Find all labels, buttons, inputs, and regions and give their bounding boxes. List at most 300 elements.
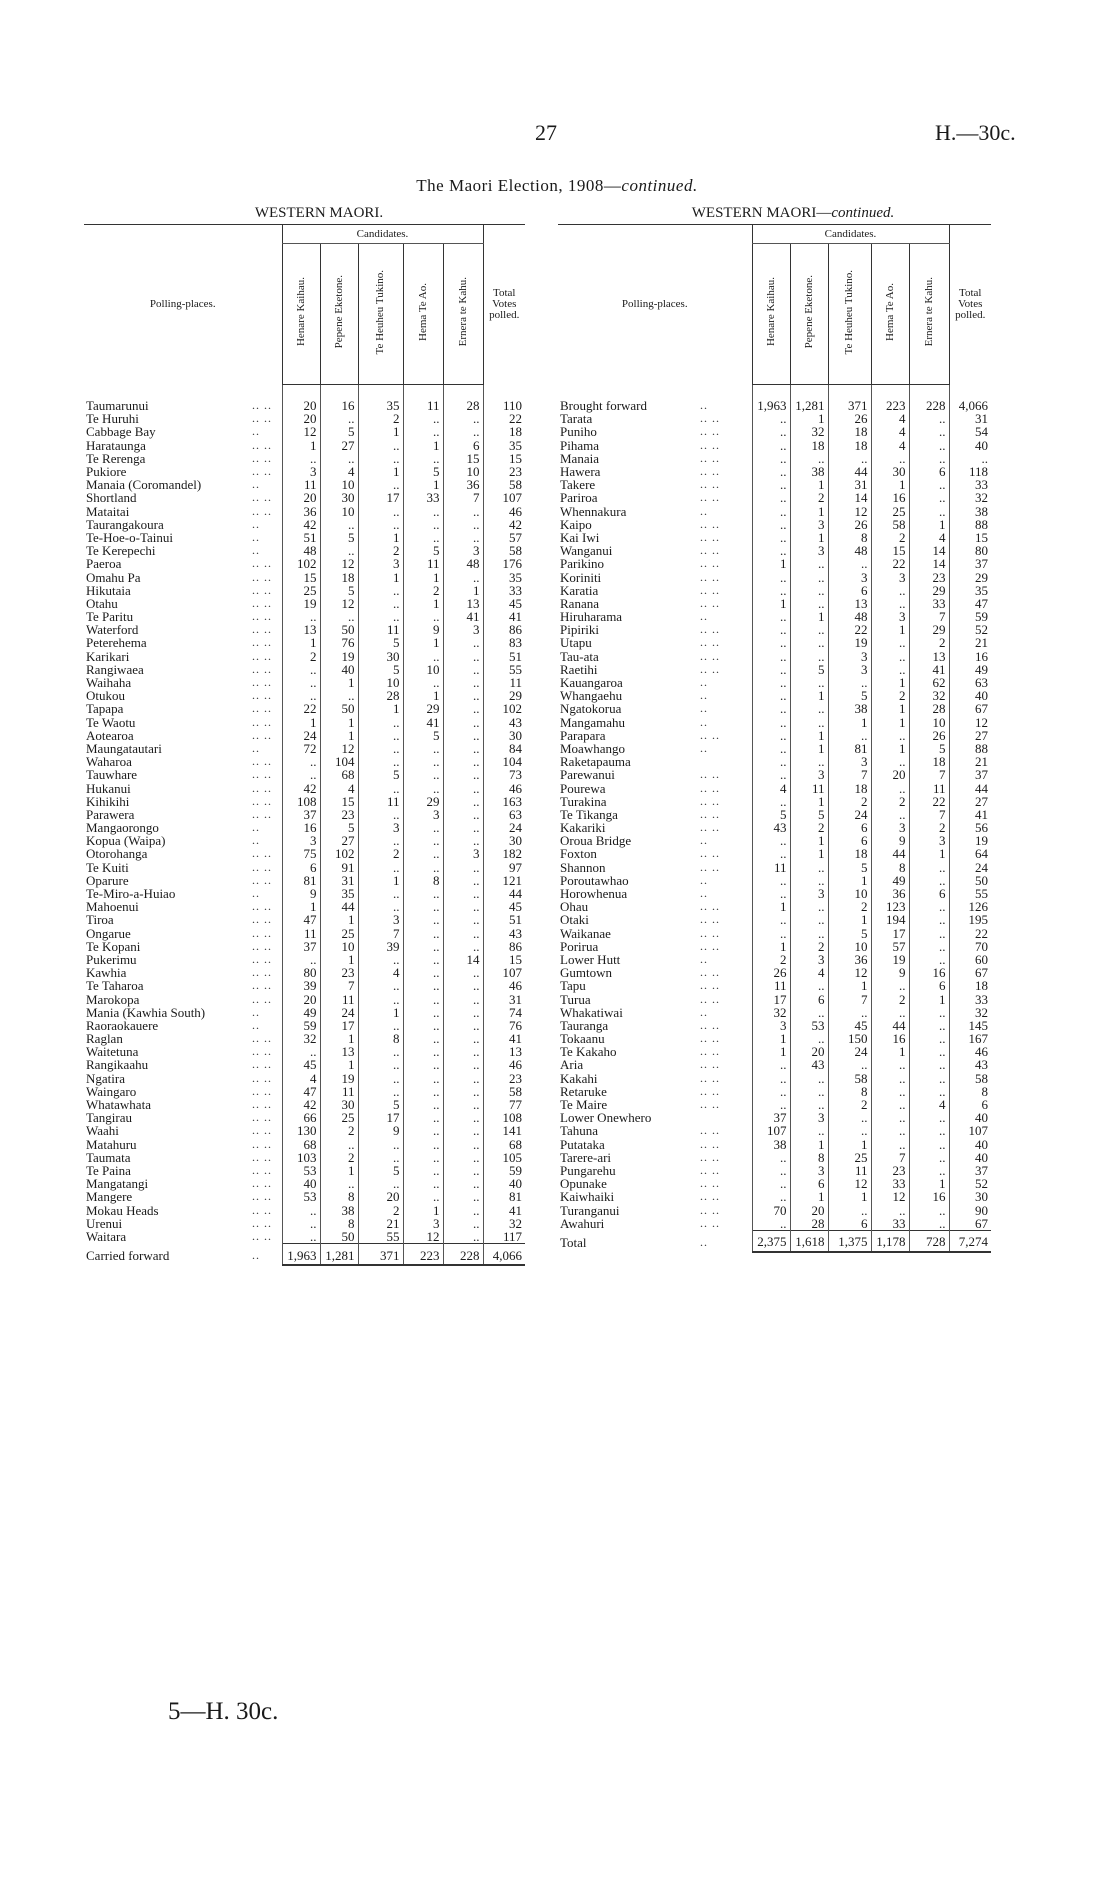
candidate-votes-cell: ..	[828, 1124, 871, 1137]
candidate-votes-cell: ..	[909, 412, 949, 425]
candidate-votes-cell: 31	[320, 874, 358, 887]
table-row	[558, 452, 991, 465]
polling-place-name: Otahu	[86, 595, 118, 611]
candidate-votes-cell: 58	[828, 1072, 871, 1085]
candidate-votes-cell: ..	[403, 1151, 443, 1164]
page-title	[0, 176, 1114, 196]
candidate-votes-cell: ..	[752, 742, 790, 755]
total-votes-cell: 45	[483, 597, 525, 610]
polling-place-name: Aotearoa	[86, 727, 134, 743]
total-votes-cell: 77	[483, 1098, 525, 1111]
candidate-votes-cell: 81	[282, 874, 320, 887]
candidate-votes-cell: ..	[871, 663, 909, 676]
table-row	[558, 1045, 991, 1058]
candidate-votes-cell: 5	[320, 821, 358, 834]
candidate-votes-cell: ..	[752, 927, 790, 940]
candidate-votes-cell: ..	[282, 768, 320, 781]
table-row	[84, 940, 525, 953]
table-row	[84, 821, 525, 834]
polling-place-name: Te Kerepechi	[86, 543, 156, 559]
polling-place-name: Mania (Kawhia South)	[86, 1004, 206, 1020]
candidate-votes-cell: 5	[403, 465, 443, 478]
polling-place-name: Retaruke	[560, 1083, 607, 1099]
polling-place-name: Ohau	[560, 899, 589, 915]
spacer-cell	[84, 385, 252, 400]
candidate-votes-cell: 6	[828, 834, 871, 847]
candidate-votes-cell: 10	[320, 505, 358, 518]
polling-place-name: Opunake	[560, 1176, 607, 1192]
table-row	[558, 1098, 991, 1111]
total-votes-cell: 57	[483, 531, 525, 544]
candidate-votes-cell: 18	[828, 781, 871, 794]
candidate-votes-cell: ..	[752, 729, 790, 742]
table-row	[84, 755, 525, 768]
candidate-votes-cell: 10	[358, 676, 403, 689]
polling-place-name: Te Kopani	[86, 938, 141, 954]
candidate-votes-cell: ..	[871, 1058, 909, 1071]
candidate-votes-cell: ..	[909, 1151, 949, 1164]
candidate-votes-cell: 3	[790, 1111, 828, 1124]
leader-dots: .. ..	[700, 490, 720, 505]
candidate-votes-cell: ..	[443, 795, 483, 808]
candidate-votes-cell: 38	[790, 465, 828, 478]
candidate-votes-cell: ..	[443, 729, 483, 742]
table-row	[84, 597, 525, 610]
candidate-votes-cell: ..	[443, 768, 483, 781]
table-row	[558, 847, 991, 860]
candidate-votes-cell: 30	[320, 491, 358, 504]
candidate-votes-cell: ..	[909, 1045, 949, 1058]
polling-place-name: Turua	[560, 991, 591, 1007]
leader-dots: .. ..	[252, 767, 272, 782]
leader-dots: .. ..	[700, 1083, 720, 1098]
candidate-votes-cell: 1	[320, 676, 358, 689]
candidate-votes-cell: ..	[403, 650, 443, 663]
candidate-votes-cell: ..	[871, 808, 909, 821]
total-votes-cell: 15	[483, 953, 525, 966]
candidate-votes-cell: ..	[403, 1019, 443, 1032]
total-votes-cell: 31	[483, 992, 525, 1005]
candidate-votes-cell: 30	[358, 650, 403, 663]
candidate-votes-cell: ..	[403, 1138, 443, 1151]
total-votes-cell: 105	[483, 1151, 525, 1164]
candidate-votes-cell: ..	[752, 663, 790, 676]
candidate-votes-cell: 7	[443, 491, 483, 504]
candidate-votes-cell: 24	[320, 1006, 358, 1019]
candidate-votes-cell: ..	[790, 1098, 828, 1111]
spacer-cell	[483, 385, 525, 400]
table-row	[558, 821, 991, 834]
candidate-votes-cell: 1	[320, 913, 358, 926]
candidate-votes-cell: ..	[403, 847, 443, 860]
total-votes-cell: 195	[949, 913, 991, 926]
candidate-votes-cell: 3	[790, 768, 828, 781]
candidate-votes-cell: 1,963	[282, 1244, 320, 1266]
candidate-votes-cell: ..	[403, 1058, 443, 1071]
candidate-votes-cell: 23	[320, 966, 358, 979]
candidate-votes-cell: ..	[871, 1124, 909, 1137]
title-main: The Maori Election, 1908—	[416, 176, 622, 195]
candidate-votes-cell: ..	[752, 1072, 790, 1085]
table-row	[558, 979, 991, 992]
total-votes-cell: 35	[949, 584, 991, 597]
leader-dots: ..	[252, 543, 260, 558]
candidate-votes-cell: ..	[403, 821, 443, 834]
candidate-votes-cell: 14	[909, 544, 949, 557]
candidate-votes-cell: 13	[320, 1045, 358, 1058]
candidate-votes-cell: 11	[752, 979, 790, 992]
candidate-votes-cell: ..	[909, 452, 949, 465]
candidate-votes-cell: ..	[443, 1032, 483, 1045]
candidate-votes-cell: 2	[282, 650, 320, 663]
total-votes-cell: 67	[949, 966, 991, 979]
table-row	[558, 1203, 991, 1216]
candidate-votes-cell: 1	[752, 1032, 790, 1045]
candidate-votes-cell: 32	[752, 1006, 790, 1019]
polling-place-name: Waihaha	[86, 675, 132, 691]
candidate-votes-cell: 12	[282, 425, 320, 438]
candidate-votes-cell: ..	[752, 531, 790, 544]
candidate-votes-cell: ..	[443, 979, 483, 992]
leader-dots: .. ..	[700, 635, 720, 650]
candidate-votes-cell: 371	[828, 399, 871, 412]
leader-dots: .. ..	[252, 503, 272, 518]
leader-dots: .. ..	[252, 806, 272, 821]
leader-dots: .. ..	[252, 1229, 272, 1244]
candidate-votes-cell: 3	[790, 887, 828, 900]
polling-place-name: Parawera	[86, 806, 135, 822]
leader-dots: ..	[700, 740, 708, 755]
leader-dots: ..	[252, 477, 260, 492]
leader-dots: .. ..	[252, 1162, 272, 1177]
total-votes-cell: 63	[483, 808, 525, 821]
candidate-votes-cell: ..	[909, 505, 949, 518]
candidate-votes-cell: 29	[403, 795, 443, 808]
leader-dots: .. ..	[700, 780, 720, 795]
leader-dots: ..	[700, 503, 708, 518]
total-votes-cell: 84	[483, 742, 525, 755]
total-votes-cell: 30	[949, 1190, 991, 1203]
candidate-votes-cell: ..	[871, 1203, 909, 1216]
candidate-votes-cell: ..	[790, 900, 828, 913]
candidate-votes-cell: 50	[320, 702, 358, 715]
candidate-votes-cell: 1	[790, 412, 828, 425]
candidate-votes-cell: 123	[871, 900, 909, 913]
candidate-votes-cell: ..	[790, 623, 828, 636]
candidate-votes-cell: 6	[282, 861, 320, 874]
polling-place-name: Hukanui	[86, 780, 131, 796]
candidate-votes-cell: ..	[403, 755, 443, 768]
polling-place-name: Taumata	[86, 1149, 131, 1165]
table-row	[558, 702, 991, 715]
candidate-votes-cell: 1	[909, 992, 949, 1005]
candidate-votes-cell: 1	[828, 1190, 871, 1203]
leader-dots: .. ..	[700, 793, 720, 808]
candidate-votes-cell: ..	[358, 1019, 403, 1032]
candidate-votes-cell: ..	[790, 702, 828, 715]
leader-dots: .. ..	[700, 648, 720, 663]
candidate-votes-cell: 1	[871, 742, 909, 755]
total-votes-cell: 51	[483, 650, 525, 663]
polling-place-name: Tarata	[560, 411, 593, 427]
candidate-votes-cell: ..	[358, 716, 403, 729]
total-votes-cell: 35	[483, 439, 525, 452]
candidate-votes-cell: 25	[320, 927, 358, 940]
candidate-votes-cell: 24	[282, 729, 320, 742]
table-row	[558, 953, 991, 966]
total-votes-cell: 46	[483, 979, 525, 992]
leader-dots: .. ..	[252, 780, 272, 795]
total-votes-cell: 15	[949, 531, 991, 544]
candidate-votes-cell: 1	[403, 439, 443, 452]
polling-place-name: Parikino	[560, 556, 605, 572]
candidate-votes-cell: 10	[909, 716, 949, 729]
candidate-votes-cell: 11	[403, 399, 443, 412]
total-votes-cell: 22	[483, 412, 525, 425]
candidate-votes-cell: 17	[871, 927, 909, 940]
total-votes-cell: 18	[949, 979, 991, 992]
polling-place-name: Karatia	[560, 582, 599, 598]
candidate-votes-cell: ..	[403, 1045, 443, 1058]
candidate-votes-cell: ..	[282, 953, 320, 966]
candidate-votes-cell: 36	[828, 953, 871, 966]
candidate-votes-cell: 12	[320, 557, 358, 570]
candidate-votes-cell: 59	[282, 1019, 320, 1032]
leader-dots: .. ..	[252, 965, 272, 980]
candidate-votes-cell: ..	[403, 1111, 443, 1124]
table-row	[84, 452, 525, 465]
table-row	[558, 966, 991, 979]
polling-place-name: Tapapa	[86, 701, 124, 717]
total-votes-cell: 8	[949, 1085, 991, 1098]
spacer-cell	[909, 385, 949, 400]
total-votes-cell: 163	[483, 795, 525, 808]
table-row	[84, 584, 525, 597]
table-row	[558, 425, 991, 438]
candidate-votes-cell: ..	[909, 1138, 949, 1151]
table-row	[558, 412, 991, 425]
table-row	[84, 913, 525, 926]
total-votes-cell: 33	[483, 584, 525, 597]
candidate-votes-cell: 10	[403, 663, 443, 676]
table-row	[84, 676, 525, 689]
total-votes-cell: 23	[483, 465, 525, 478]
total-votes-cell: 4,066	[949, 399, 991, 412]
candidate-votes-cell: 16	[871, 1032, 909, 1045]
polling-place-name: Waingaro	[86, 1083, 137, 1099]
candidate-votes-cell: 33	[403, 491, 443, 504]
candidate-votes-cell: 19	[871, 953, 909, 966]
total-votes-cell: 41	[483, 1203, 525, 1216]
total-votes-cell: 81	[483, 1190, 525, 1203]
table-row	[84, 1190, 525, 1203]
total-votes-cell: 11	[483, 676, 525, 689]
candidate-votes-cell: 53	[790, 1019, 828, 1032]
candidate-votes-cell: 22	[282, 702, 320, 715]
candidate-votes-cell: ..	[871, 636, 909, 649]
candidate-votes-cell: 47	[282, 913, 320, 926]
leader-dots: .. ..	[700, 938, 720, 953]
polling-place-name: Pukiore	[86, 464, 127, 480]
total-votes-cell: 52	[949, 1177, 991, 1190]
candidate-votes-cell: 11	[282, 478, 320, 491]
table-row	[558, 1058, 991, 1071]
polling-place-name: Ongarue	[86, 925, 131, 941]
candidate-votes-cell: ..	[828, 1111, 871, 1124]
candidate-header: Hema Te Ao.	[871, 244, 909, 385]
candidate-votes-cell: ..	[752, 1190, 790, 1203]
candidate-votes-cell: 1	[790, 505, 828, 518]
total-votes-cell: 27	[949, 729, 991, 742]
candidate-votes-cell: 14	[828, 491, 871, 504]
candidate-votes-cell: 6	[828, 584, 871, 597]
candidate-votes-cell: ..	[358, 992, 403, 1005]
total-votes-cell: 32	[949, 1006, 991, 1019]
candidate-votes-cell: 3	[790, 1164, 828, 1177]
candidate-votes-cell: 3	[358, 557, 403, 570]
leader-dots: ..	[700, 701, 708, 716]
candidate-votes-cell: ..	[443, 874, 483, 887]
candidate-votes-cell: 2	[358, 1203, 403, 1216]
candidate-votes-cell: 2	[790, 940, 828, 953]
candidate-votes-cell: 15	[443, 452, 483, 465]
candidate-votes-cell: 62	[909, 676, 949, 689]
candidate-votes-cell: ..	[871, 755, 909, 768]
polling-place-name: Lower Hutt	[560, 951, 621, 967]
leader-dots: .. ..	[700, 1057, 720, 1072]
leader-dots	[700, 755, 752, 768]
candidate-votes-cell: 1,178	[871, 1230, 909, 1252]
candidate-votes-cell: ..	[320, 518, 358, 531]
candidate-votes-cell: 1	[358, 465, 403, 478]
candidate-votes-cell: 26	[828, 412, 871, 425]
total-votes-cell: 35	[483, 570, 525, 583]
candidate-votes-cell: 1	[909, 847, 949, 860]
total-votes-cell: 46	[483, 1058, 525, 1071]
table-row	[558, 1111, 991, 1124]
candidate-votes-cell: 30	[320, 1098, 358, 1111]
candidate-votes-cell: 27	[320, 834, 358, 847]
candidate-votes-cell: ..	[790, 636, 828, 649]
table-row	[84, 979, 525, 992]
table-row	[558, 505, 991, 518]
candidate-votes-cell: ..	[320, 452, 358, 465]
candidate-votes-cell: ..	[752, 1177, 790, 1190]
candidate-votes-cell: 104	[320, 755, 358, 768]
candidate-votes-cell: 1	[790, 1190, 828, 1203]
candidate-votes-cell: ..	[871, 979, 909, 992]
total-votes-cell: 4,066	[483, 1244, 525, 1266]
candidate-votes-cell: 48	[443, 557, 483, 570]
table-row	[84, 557, 525, 570]
polling-place-name: Tarere-ari	[560, 1149, 612, 1165]
leader-dots: ..	[700, 1234, 708, 1249]
candidate-votes-cell: 68	[282, 1138, 320, 1151]
candidate-votes-cell: ..	[282, 663, 320, 676]
polling-place-name: Taurangakoura	[86, 516, 164, 532]
total-votes-header: Total Votes polled.	[483, 225, 525, 385]
candidate-votes-cell: 1	[871, 702, 909, 715]
candidate-header: Ernera te Kahu.	[909, 244, 949, 385]
candidate-votes-cell: 5	[403, 729, 443, 742]
table-row	[84, 861, 525, 874]
candidate-votes-cell: 66	[282, 1111, 320, 1124]
candidate-votes-cell: 3	[443, 623, 483, 636]
polling-place-name: Raglan	[86, 1031, 123, 1047]
polling-place-name: Horowhenua	[560, 886, 628, 902]
candidate-votes-cell: 36	[871, 887, 909, 900]
candidate-votes-cell: ..	[871, 1006, 909, 1019]
candidate-votes-cell: ..	[752, 702, 790, 715]
polling-place-name: Tauranga	[560, 1017, 609, 1033]
candidate-votes-cell: 10	[320, 940, 358, 953]
total-votes-cell: 24	[949, 861, 991, 874]
candidate-votes-cell: 22	[871, 557, 909, 570]
candidate-votes-cell: 29	[909, 584, 949, 597]
candidate-votes-cell: 32	[790, 425, 828, 438]
candidate-votes-cell: 1	[403, 597, 443, 610]
leader-dots: ..	[700, 886, 708, 901]
candidate-votes-cell: ..	[443, 505, 483, 518]
polling-place-name: Paeroa	[86, 556, 122, 572]
polling-place-name: Wanganui	[560, 543, 613, 559]
candidate-votes-cell: 16	[871, 491, 909, 504]
candidate-votes-cell: 19	[282, 597, 320, 610]
table-row	[558, 992, 991, 1005]
candidate-votes-cell: ..	[403, 1032, 443, 1045]
candidate-votes-cell: 5	[828, 927, 871, 940]
table-row	[558, 755, 991, 768]
candidate-votes-cell: 40	[282, 1177, 320, 1190]
polling-place-name: Awahuri	[560, 1215, 605, 1231]
polling-place-name: Oparure	[86, 872, 129, 888]
total-votes-cell: 41	[949, 808, 991, 821]
candidate-votes-cell: ..	[358, 781, 403, 794]
leader-dots: .. ..	[252, 635, 272, 650]
candidate-votes-cell: ..	[443, 531, 483, 544]
table-row	[558, 399, 991, 412]
candidate-votes-cell: ..	[909, 874, 949, 887]
candidate-votes-cell: 2	[752, 953, 790, 966]
total-votes-cell: 16	[949, 650, 991, 663]
candidate-votes-cell: 1	[282, 900, 320, 913]
table-row	[84, 1032, 525, 1045]
candidate-votes-cell: 21	[358, 1217, 403, 1230]
left-results-table	[84, 224, 525, 1266]
candidate-votes-cell: ..	[403, 913, 443, 926]
table-row	[84, 716, 525, 729]
candidate-votes-cell: 4	[358, 966, 403, 979]
polling-place-name: Total	[560, 1234, 587, 1250]
candidate-votes-cell: ..	[403, 887, 443, 900]
table-row	[558, 597, 991, 610]
candidate-votes-cell: 48	[828, 610, 871, 623]
leader-dots: .. ..	[700, 1017, 720, 1032]
candidate-votes-cell: 3	[358, 821, 403, 834]
candidate-votes-cell: 7	[871, 1151, 909, 1164]
candidate-votes-cell: 1	[443, 584, 483, 597]
candidate-votes-cell: 20	[358, 1190, 403, 1203]
candidate-votes-cell: 25	[320, 1111, 358, 1124]
leader-dots: ..	[700, 675, 708, 690]
candidate-votes-cell: 1	[909, 518, 949, 531]
leader-dots: ..	[252, 529, 260, 544]
candidate-votes-cell: 38	[828, 702, 871, 715]
candidate-votes-cell: 12	[828, 1177, 871, 1190]
candidate-votes-cell: ..	[909, 1111, 949, 1124]
candidate-votes-cell: ..	[443, 636, 483, 649]
total-votes-cell: 107	[949, 1124, 991, 1137]
